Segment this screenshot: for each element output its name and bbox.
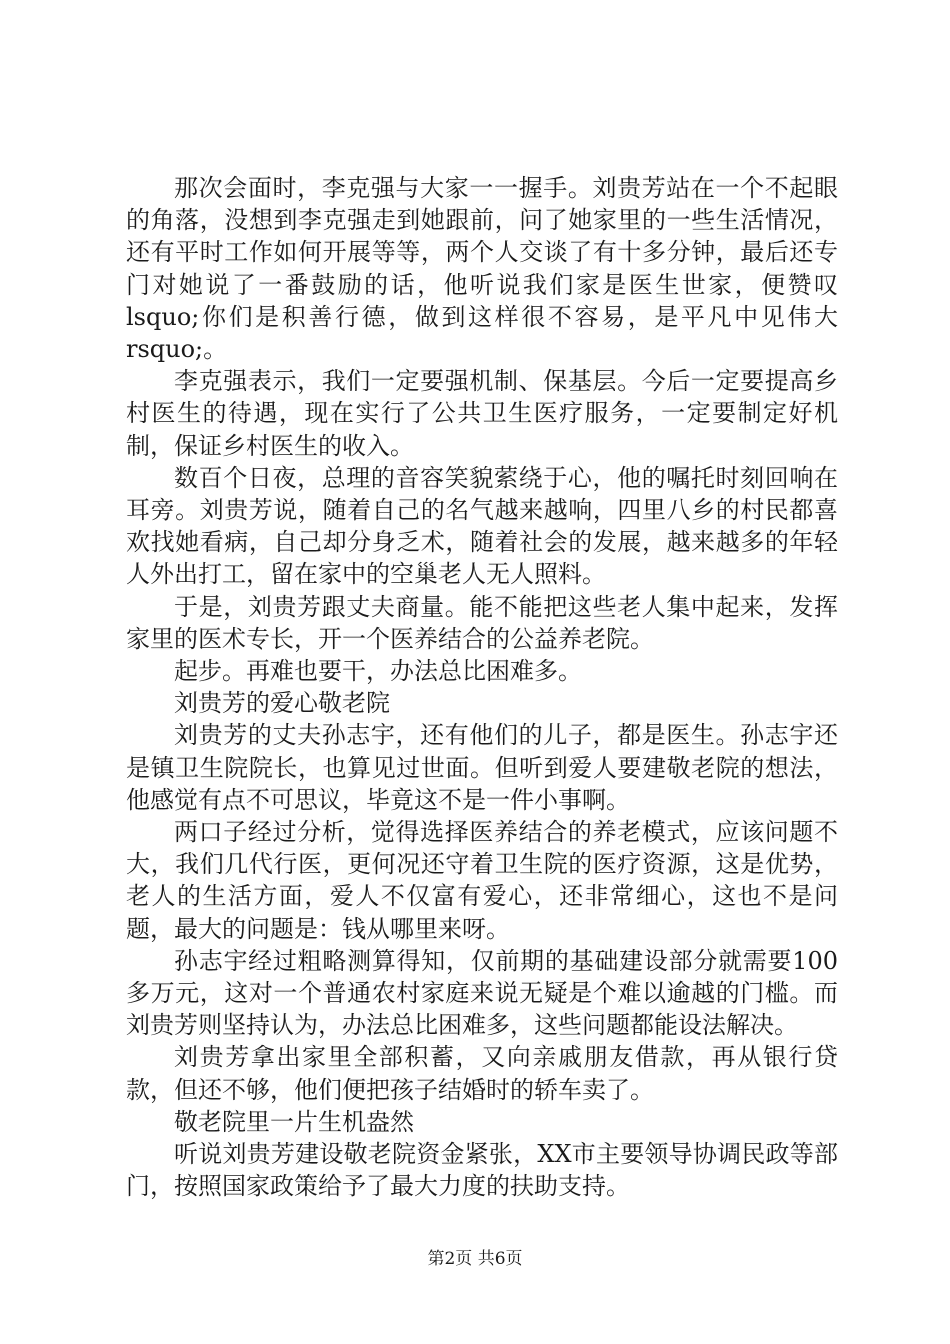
paragraph: 听说刘贵芳建设敬老院资金紧张，XX市主要领导协调民政等部门，按照国家政策给予了最大力度的扶助支持。	[126, 1140, 838, 1201]
paragraph: 李克强表示，我们一定要强机制、保基层。今后一定要提高乡村医生的待遇，现在实行了公共卫生医疗服务，一定要制定好机制，保证乡村医生的收入。	[126, 367, 838, 460]
paragraph: 数百个日夜，总理的音容笑貌萦绕于心，他的嘱托时刻回响在耳旁。刘贵芳说，随着自己的名气越来越响，四里八乡的村民都喜欢找她看病，自己却分身乏术，随着社会的发展，越来越多的年轻人外出打工，留在家中的空巢老人无人照料。	[126, 463, 838, 589]
paragraph: 那次会面时，李克强与大家一一握手。刘贵芳站在一个不起眼的角落，没想到李克强走到她跟前，问了她家里的一些生活情况，还有平时工作如何开展等等，两个人交谈了有十多分钟，最后还专门对她说了一番鼓励的话，他听说我们家是医生世家，便赞叹 lsquo;你们是积善行德，做到这样很不容易，是平凡中见伟大 rsquo;。	[126, 174, 838, 364]
paragraph: 刘贵芳拿出家里全部积蓄，又向亲戚朋友借款，再从银行贷款，但还不够，他们便把孩子结婚时的轿车卖了。	[126, 1043, 838, 1104]
section-heading: 敬老院里一片生机盎然	[174, 1107, 414, 1136]
page-number: 第2页 共6页	[427, 1249, 523, 1269]
paragraph: 刘贵芳的丈夫孙志宇，还有他们的儿子，都是医生。孙志宇还是镇卫生院院长，也算见过世面。但听到爱人要建敬老院的想法，他感觉有点不可思议，毕竟这不是一件小事啊。	[126, 721, 838, 814]
paragraph: 两口子经过分析，觉得选择医养结合的养老模式，应该问题不大，我们几代行医，更何况还守着卫生院的医疗资源，这是优势，老人的生活方面，爱人不仅富有爱心，还非常细心，这也不是问题，最大的问题是：钱从哪里来呀。	[126, 818, 838, 943]
paragraph: 于是，刘贵芳跟丈夫商量。能不能把这些老人集中起来，发挥家里的医术专长，开一个医养结合的公益养老院。	[126, 592, 838, 653]
paragraph: 孙志宇经过粗略测算得知，仅前期的基础建设部分就需要100多万元，这对一个普通农村家庭来说无疑是个难以逾越的门槛。而刘贵芳则坚持认为，办法总比困难多，这些问题都能设法解决。	[126, 946, 838, 1040]
section-heading: 刘贵芳的爱心敬老院	[174, 689, 390, 718]
paragraph: 起步。再难也要干，办法总比困难多。	[174, 657, 582, 686]
article-body	[126, 172, 838, 1203]
